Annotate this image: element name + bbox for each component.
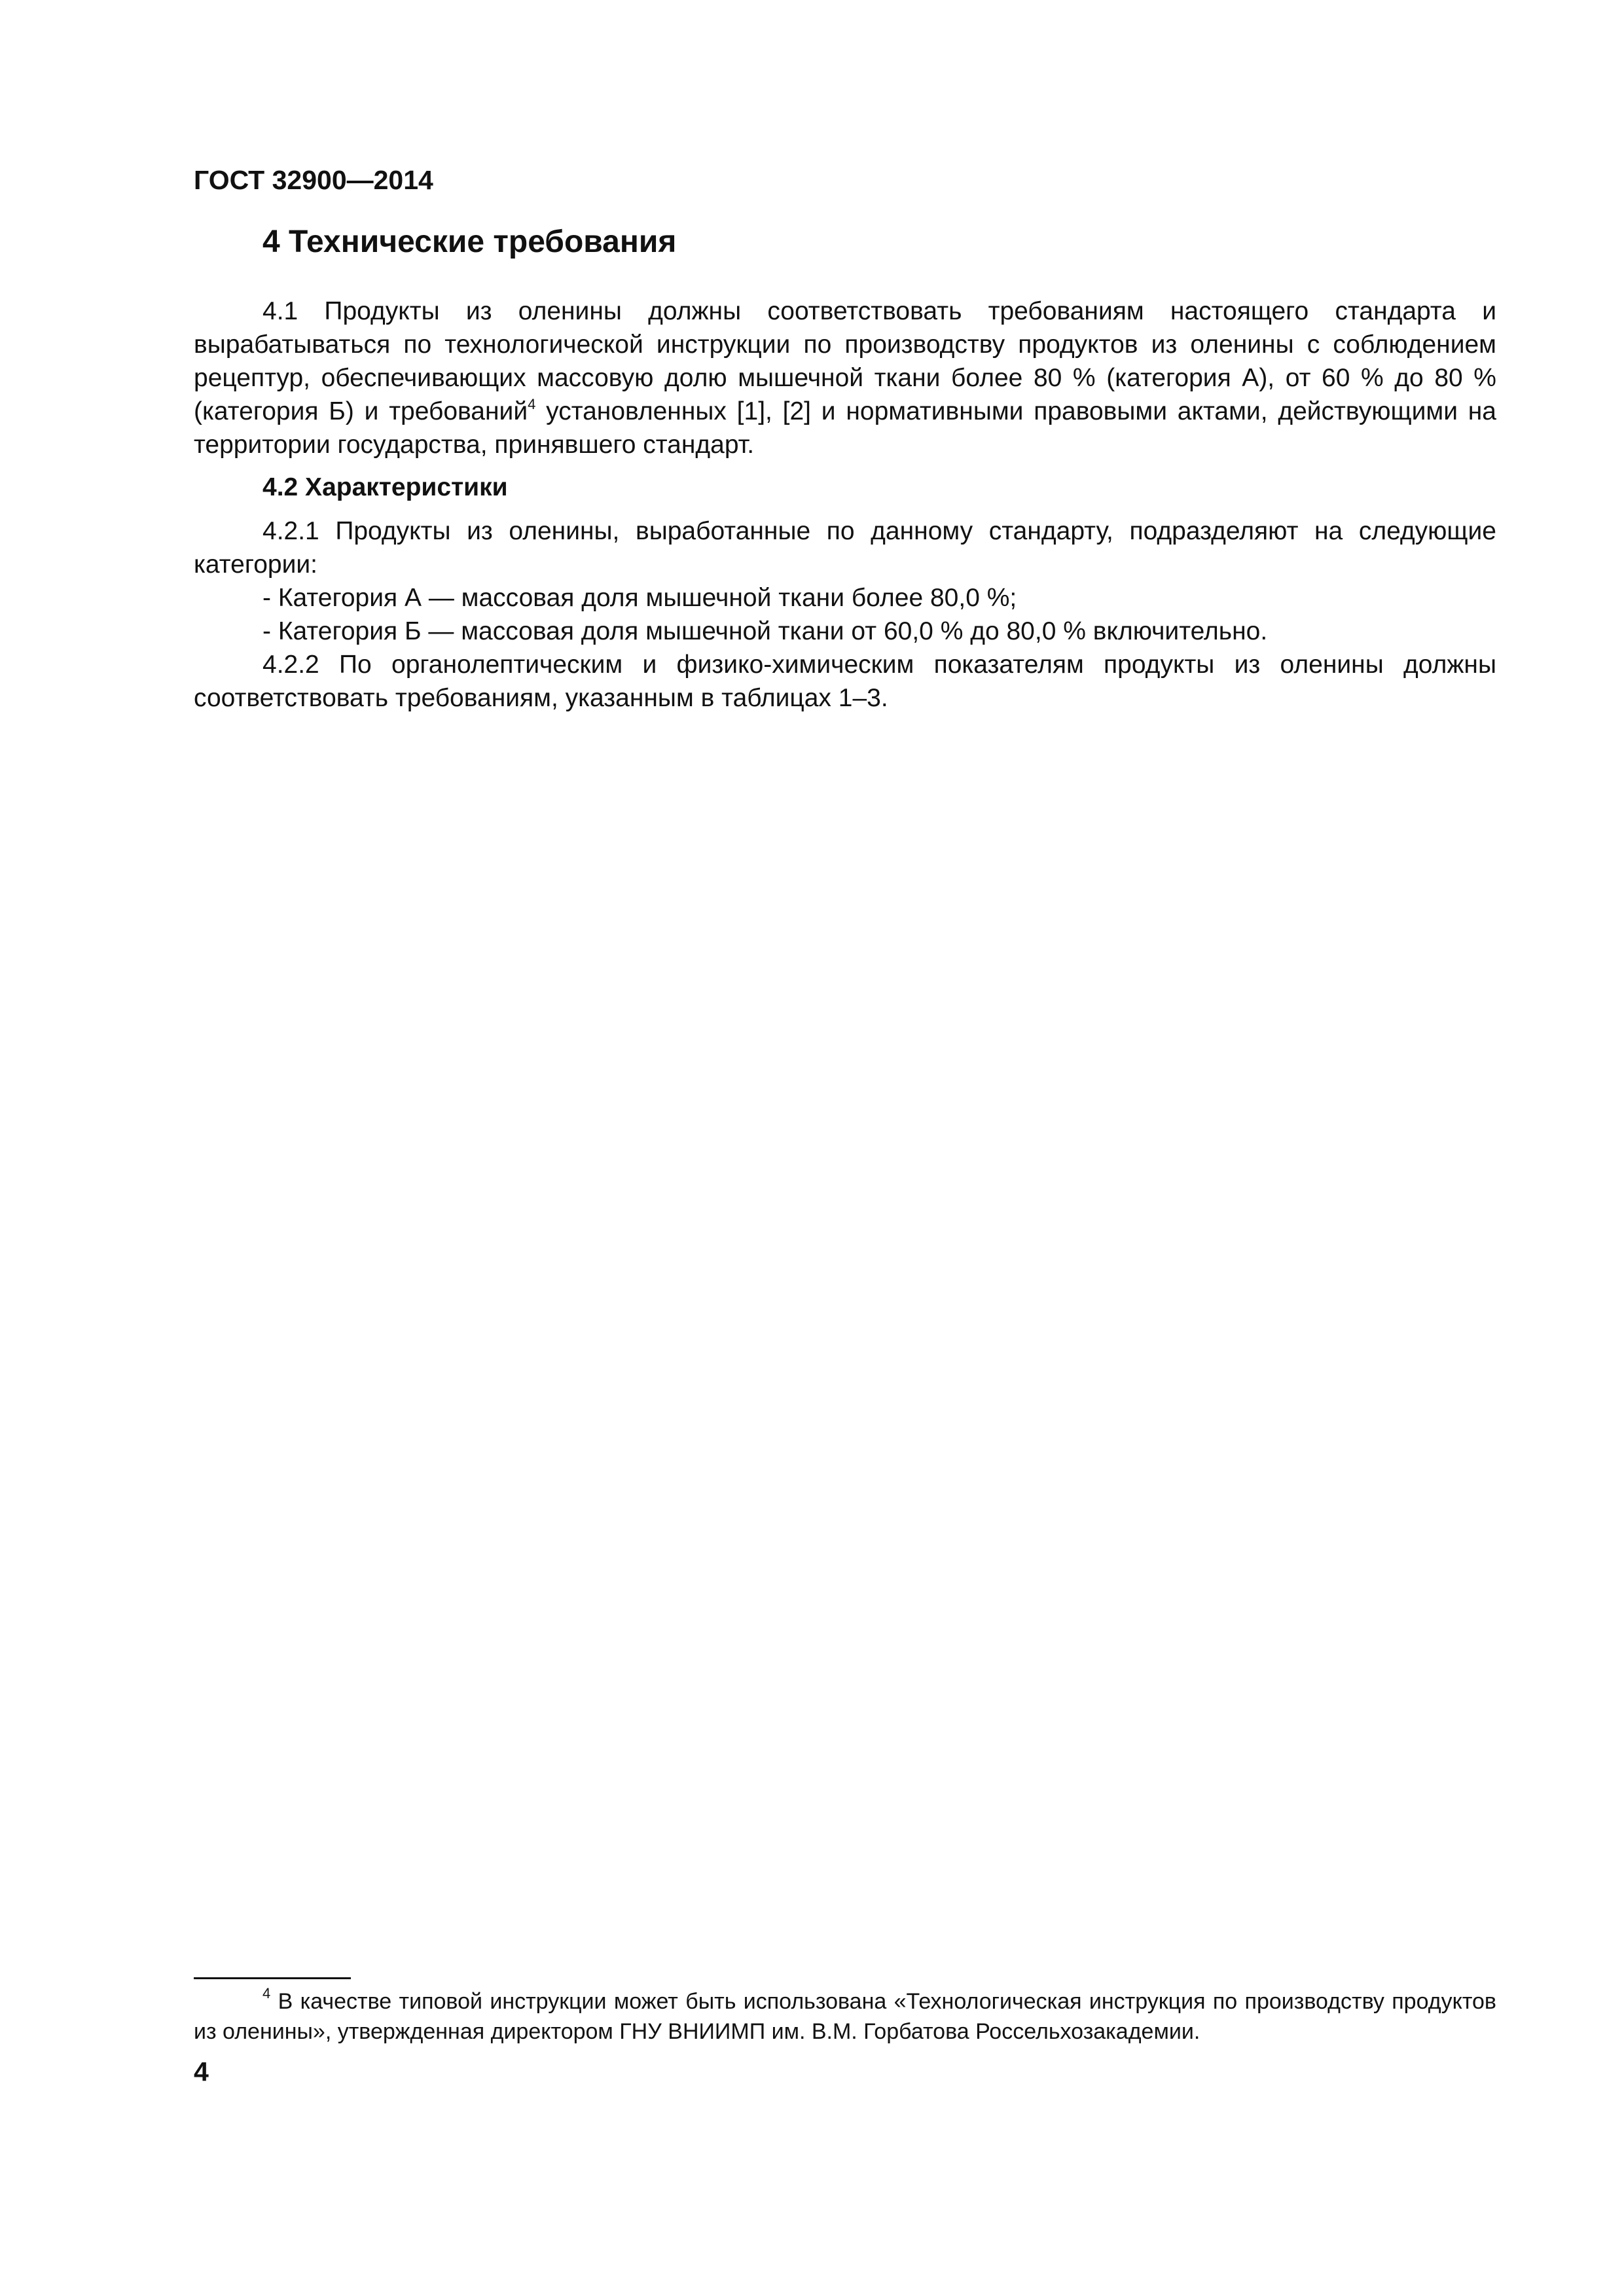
clause-4-2-2: 4.2.2 По органолептическим и физико-химическим показателям продукты из оленины должны соответствовать требованиям, указанным в таблицах 1–3. (194, 651, 1496, 712)
subsection-title: 4.2 Характеристики (262, 473, 508, 501)
section-title: 4 Технические требования (262, 224, 677, 259)
footnote (194, 1986, 1496, 2047)
clause-4-1 (194, 295, 1496, 461)
clause-4-2-1: 4.2.1 Продукты из оленины, выработанные по данному стандарту, подразделяют на следующие категории: (194, 517, 1496, 579)
standard-header: ГОСТ 32900—2014 (194, 165, 433, 195)
clause-4-1-text-continued: установленных [1], [2] и нормативными правовыми актами, действующими на территории государства, принявшего стандарт. (194, 397, 1496, 459)
category-a-item: - Категория А — массовая доля мышечной ткани более 80,0 %; (262, 584, 1017, 612)
footnote-number: 4 (262, 1984, 271, 2001)
footnote-text: В качестве типовой инструкции может быть использована «Технологическая инструкция по производству продуктов из оленины», утвержденная директором ГНУ ВНИИМП им. В.М. Горбатова Россельхозакадемии. (194, 1989, 1496, 2044)
footnote-reference[interactable]: 4 (528, 396, 536, 412)
category-b-item: - Категория Б — массовая доля мышечной ткани от 60,0 % до 80,0 % включительно. (262, 617, 1268, 645)
clause-4-1-text: 4.1 Продукты из оленины должны соответствовать требованиям настоящего стандарта и вырабатываться по технологической инструкции по производству продуктов из оленины с соблюдением рецептур, обеспечивающих массовую долю мышечной ткани более 80 % (категория А), от 60 % до 80 % (категория Б) и требований (194, 297, 1496, 425)
footnote-separator (194, 1977, 351, 1979)
page-number: 4 (194, 2056, 209, 2087)
document-body (194, 295, 1496, 715)
